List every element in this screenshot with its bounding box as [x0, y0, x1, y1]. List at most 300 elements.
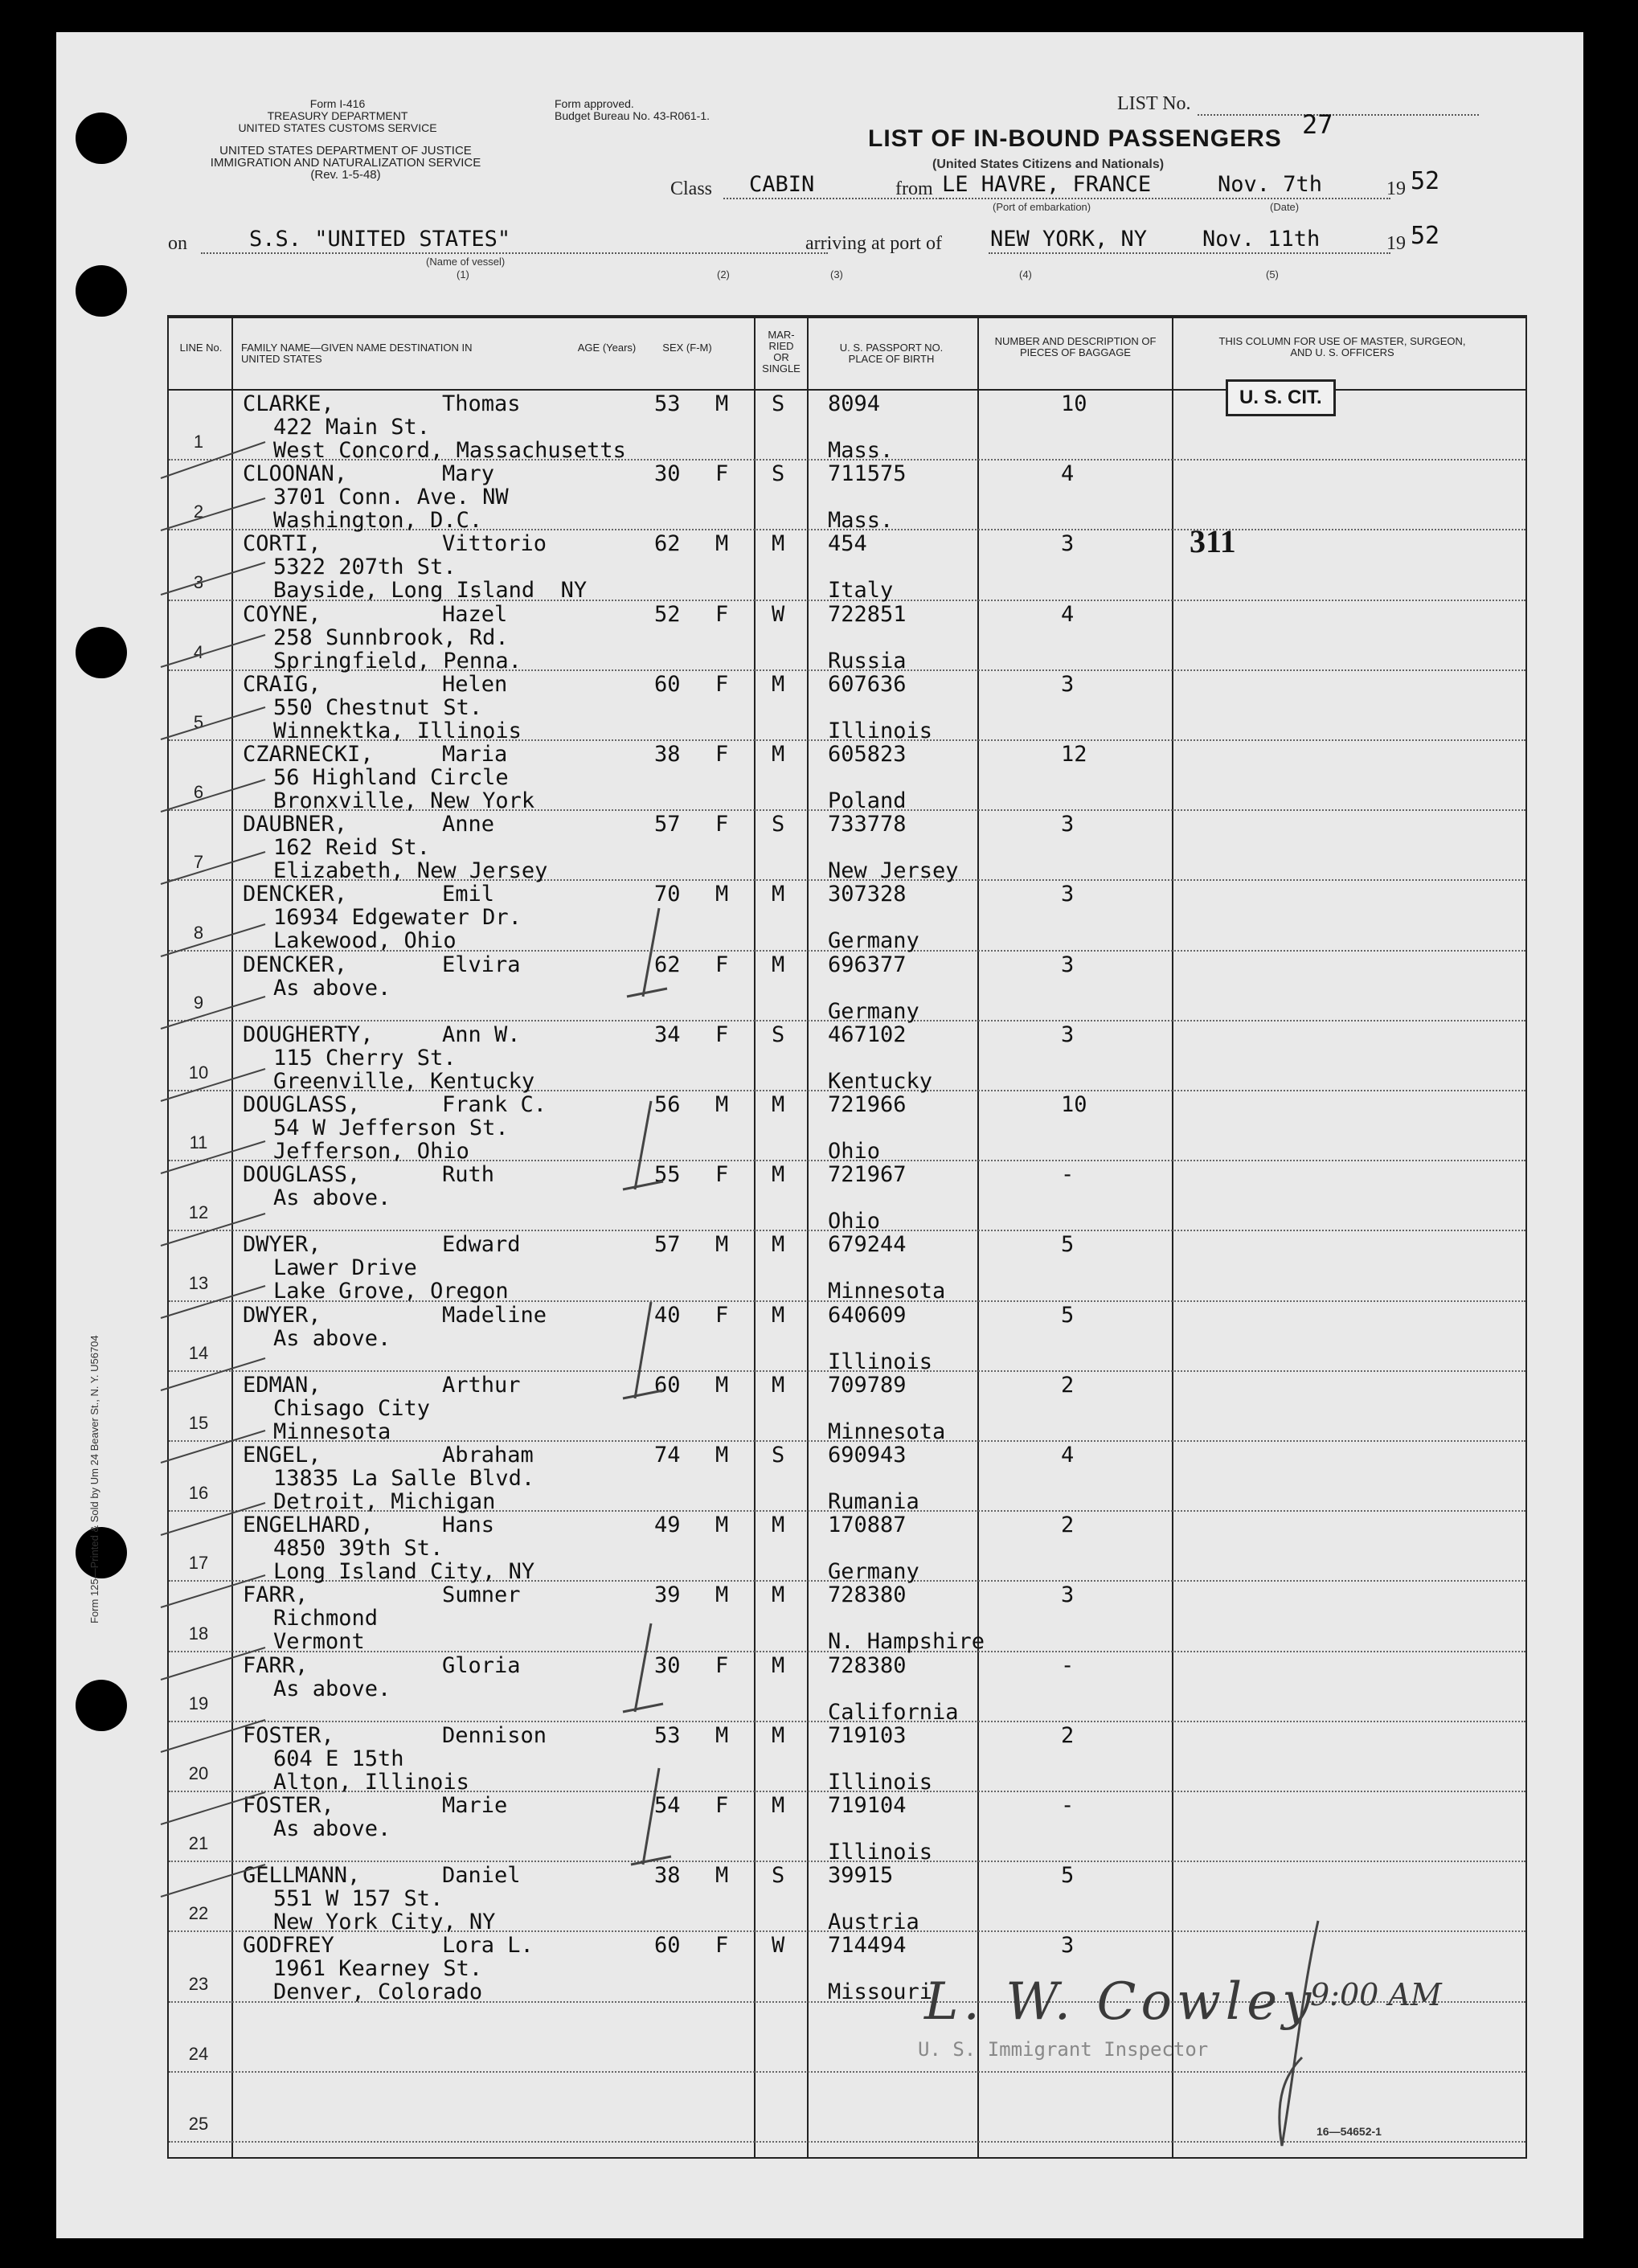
- sex: F: [715, 1652, 729, 1678]
- punch-hole: [76, 1527, 127, 1578]
- sex: M: [715, 1582, 729, 1608]
- given-name: Abraham: [442, 1443, 534, 1468]
- marital-status: M: [772, 1092, 785, 1117]
- line-number: 24: [188, 2043, 209, 2064]
- arrival-year-prefix: 19: [1386, 233, 1406, 254]
- arrival-year: 52: [1411, 222, 1440, 250]
- marital-status: S: [772, 391, 785, 416]
- marital-status: M: [772, 742, 785, 767]
- address-city: Springfield, Penna.: [273, 648, 522, 673]
- from-label: from: [895, 178, 933, 199]
- marital-status: M: [772, 1513, 785, 1538]
- address-city: Winnektka, Illinois: [273, 718, 522, 743]
- marital-status: S: [772, 1021, 785, 1047]
- line-number: 1: [193, 432, 204, 452]
- list-no-value: 27: [1302, 109, 1333, 140]
- form-code: 16—54652-1: [1317, 2125, 1382, 2138]
- place-of-birth: Illinois: [828, 1349, 933, 1374]
- address-city: Denver, Colorado: [273, 1979, 483, 2005]
- place-of-birth: Germany: [828, 928, 919, 954]
- passport-number: 170887: [828, 1513, 907, 1538]
- baggage-count: -: [1061, 1793, 1075, 1818]
- marital-status: S: [772, 1443, 785, 1468]
- passport-number: 607636: [828, 671, 907, 697]
- age: 57: [654, 1232, 681, 1258]
- sex: M: [715, 1722, 729, 1748]
- passport-number: 679244: [828, 1232, 907, 1258]
- revision: (Rev. 1-5-48): [310, 168, 381, 182]
- sex: F: [715, 1162, 729, 1188]
- col-number-3: (3): [830, 268, 843, 280]
- given-name: Maria: [442, 742, 508, 767]
- justice-block: [161, 145, 530, 181]
- address-street: 162 Reid St.: [273, 835, 431, 861]
- col-header-name: FAMILY NAME—GIVEN NAME DESTINATION IN UNITED STATES: [241, 342, 473, 365]
- line-number: 17: [188, 1553, 209, 1574]
- place-of-birth: Illinois: [828, 718, 933, 743]
- line-number: 10: [188, 1062, 209, 1083]
- punch-hole: [76, 265, 127, 317]
- address-city: Lake Grove, Oregon: [273, 1279, 509, 1304]
- place-of-birth: N. Hampshire: [828, 1629, 985, 1655]
- marital-status: W: [772, 1933, 785, 1959]
- family-name: FOSTER,: [243, 1793, 334, 1818]
- age: 62: [654, 531, 681, 557]
- given-name: Vittorio: [442, 531, 547, 557]
- family-name: DOUGLASS,: [243, 1092, 361, 1117]
- address-city: Detroit, Michigan: [273, 1489, 496, 1514]
- place-of-birth: Missouri: [828, 1979, 933, 2005]
- marital-status: S: [772, 461, 785, 487]
- line-number: 25: [188, 2114, 209, 2134]
- line-number: 7: [193, 852, 204, 873]
- marital-status: M: [772, 671, 785, 697]
- passport-number: 307328: [828, 882, 907, 907]
- given-name: Arthur: [442, 1372, 521, 1398]
- class-value: CABIN: [749, 172, 815, 197]
- family-name: ENGEL,: [243, 1443, 321, 1468]
- address-city: Minnesota: [273, 1419, 391, 1444]
- line-number: 19: [188, 1693, 209, 1713]
- address-street: 115 Cherry St.: [273, 1045, 457, 1071]
- address-street: 1961 Kearney St.: [273, 1956, 483, 1982]
- family-name: DOUGLASS,: [243, 1162, 361, 1188]
- address-city: Vermont: [273, 1629, 365, 1655]
- family-name: DWYER,: [243, 1302, 321, 1328]
- inspector-caption: U. S. Immigrant Inspector: [918, 2038, 1209, 2061]
- marital-status: W: [772, 601, 785, 627]
- marital-status: M: [772, 1372, 785, 1398]
- baggage-count: 3: [1061, 1582, 1075, 1608]
- marital-status: S: [772, 812, 785, 837]
- marital-status: M: [772, 1232, 785, 1258]
- justice-dept: UNITED STATES DEPARTMENT OF JUSTICE: [219, 144, 472, 158]
- marital-status: M: [772, 1162, 785, 1188]
- address-street: 4850 39th St.: [273, 1536, 444, 1562]
- baggage-count: 3: [1061, 952, 1075, 977]
- marital-status: M: [772, 1302, 785, 1328]
- place-of-birth: Illinois: [828, 1840, 933, 1865]
- place-of-birth: Kentucky: [828, 1068, 933, 1094]
- place-of-birth: California: [828, 1699, 959, 1725]
- age: 38: [654, 1863, 681, 1889]
- sex: F: [715, 601, 729, 627]
- sex: F: [715, 671, 729, 697]
- address-street: 604 E 15th: [273, 1746, 404, 1771]
- family-name: CORTI,: [243, 531, 321, 557]
- given-name: Madeline: [442, 1302, 547, 1328]
- age: 56: [654, 1092, 681, 1117]
- col-header-passport: U. S. PASSPORT NO. PLACE OF BIRTH: [839, 342, 944, 365]
- address-city: West Concord, Massachusetts: [273, 438, 626, 463]
- passport-number: 733778: [828, 812, 907, 837]
- line-number: 6: [193, 782, 204, 803]
- sex: F: [715, 1021, 729, 1047]
- address-city: Bronxville, New York: [273, 788, 535, 813]
- family-name: FOSTER,: [243, 1722, 334, 1748]
- baggage-count: 2: [1061, 1722, 1075, 1748]
- address-street: 13835 La Salle Blvd.: [273, 1466, 535, 1491]
- passport-number: 719104: [828, 1793, 907, 1818]
- place-of-birth: Minnesota: [828, 1279, 946, 1304]
- line-number: 2: [193, 501, 204, 522]
- baggage-count: 3: [1061, 1933, 1075, 1959]
- baggage-count: 5: [1061, 1863, 1075, 1889]
- given-name: Thomas: [442, 391, 521, 416]
- baggage-count: 5: [1061, 1232, 1075, 1258]
- line-number: 23: [188, 1973, 209, 1994]
- age: 39: [654, 1582, 681, 1608]
- form-id-block: [233, 98, 442, 134]
- passport-number: 454: [828, 531, 867, 557]
- address-city: Jefferson, Ohio: [273, 1139, 469, 1164]
- us-citizen-stamp: U. S. CIT.: [1226, 379, 1336, 416]
- address-street: As above.: [273, 1325, 391, 1351]
- page-subtitle: (United States Citizens and Nationals): [932, 158, 1165, 171]
- family-name: CZARNECKI,: [243, 742, 374, 767]
- arrival-date: Nov. 11th: [1202, 227, 1321, 252]
- age: 40: [654, 1302, 681, 1328]
- sex: F: [715, 952, 729, 977]
- address-street: 16934 Edgewater Dr.: [273, 905, 522, 931]
- baggage-count: 10: [1061, 1092, 1087, 1117]
- col-header-sex: SEX (F-M): [662, 342, 712, 354]
- address-street: As above.: [273, 1676, 391, 1701]
- marital-status: M: [772, 882, 785, 907]
- sex: F: [715, 1302, 729, 1328]
- family-name: COYNE,: [243, 601, 321, 627]
- age: 53: [654, 391, 681, 416]
- line-number: 11: [189, 1132, 208, 1153]
- manifest-page: [56, 32, 1583, 2238]
- line-number: 8: [193, 922, 204, 943]
- depart-date: Nov. 7th: [1218, 172, 1323, 197]
- address-street: 550 Chestnut St.: [273, 694, 483, 720]
- family-name: DENCKER,: [243, 882, 348, 907]
- given-name: Ruth: [442, 1162, 495, 1188]
- customs-service: UNITED STATES CUSTOMS SERVICE: [238, 121, 437, 134]
- baggage-count: 10: [1061, 391, 1087, 416]
- place-of-birth: Austria: [828, 1910, 919, 1935]
- check-marks: [153, 434, 281, 1961]
- address-city: Alton, Illinois: [273, 1769, 469, 1795]
- side-print-text: Form 125—Printed & Sold by Um 24 Beaver St., N. Y. U56704: [88, 1335, 100, 1623]
- arriving-label: arriving at port of: [805, 233, 942, 254]
- address-street: 54 W Jefferson St.: [273, 1116, 509, 1140]
- baggage-count: 4: [1061, 601, 1075, 627]
- line-number: 21: [188, 1833, 209, 1854]
- passport-number: 722851: [828, 601, 907, 627]
- officer-number: 311: [1190, 523, 1236, 559]
- family-name: GODFREY: [243, 1933, 334, 1959]
- baggage-count: 4: [1061, 1443, 1075, 1468]
- age: 70: [654, 882, 681, 907]
- passport-number: 721966: [828, 1092, 907, 1117]
- baggage-count: 3: [1061, 671, 1075, 697]
- marital-status: M: [772, 1582, 785, 1608]
- passport-number: 39915: [828, 1863, 894, 1889]
- place-of-birth: Germany: [828, 1559, 919, 1585]
- age: 74: [654, 1443, 681, 1468]
- address-street: 3701 Conn. Ave. NW: [273, 485, 509, 510]
- punch-hole: [76, 627, 127, 678]
- address-city: Washington, D.C.: [273, 508, 483, 534]
- passport-number: 690943: [828, 1443, 907, 1468]
- depart-year-prefix: 19: [1386, 178, 1406, 199]
- given-name: Ann W.: [442, 1021, 521, 1047]
- given-name: Sumner: [442, 1582, 521, 1608]
- passport-number: 640609: [828, 1302, 907, 1328]
- family-name: CLARKE,: [243, 391, 334, 416]
- given-name: Elvira: [442, 952, 521, 977]
- age: 38: [654, 742, 681, 767]
- sex: F: [715, 742, 729, 767]
- given-name: Anne: [442, 812, 495, 837]
- address-street: As above.: [273, 975, 391, 1001]
- place-of-birth: Ohio: [828, 1139, 881, 1164]
- line-number: 16: [188, 1483, 209, 1504]
- age: 52: [654, 601, 681, 627]
- punch-hole: [76, 113, 127, 164]
- punch-hole: [76, 1680, 127, 1731]
- list-no-label: LIST No.: [1117, 93, 1191, 114]
- place-of-birth: Mass.: [828, 438, 894, 463]
- age: 60: [654, 1933, 681, 1959]
- vessel-name: S.S. "UNITED STATES": [249, 227, 511, 252]
- marital-status: M: [772, 1722, 785, 1748]
- family-name: FARR,: [243, 1582, 309, 1608]
- family-name: CRAIG,: [243, 671, 321, 697]
- baggage-count: 4: [1061, 461, 1075, 487]
- address-street: Chisago City: [273, 1395, 431, 1421]
- col-header-baggage: NUMBER AND DESCRIPTION OF PIECES OF BAGGAGE: [994, 335, 1157, 358]
- given-name: Gloria: [442, 1652, 521, 1678]
- baggage-count: -: [1061, 1162, 1075, 1188]
- given-name: Hazel: [442, 601, 508, 627]
- passport-number: 728380: [828, 1652, 907, 1678]
- address-street: 422 Main St.: [273, 415, 431, 440]
- baggage-count: 2: [1061, 1372, 1075, 1398]
- given-name: Lora L.: [442, 1933, 534, 1959]
- sex: M: [715, 1443, 729, 1468]
- given-name: Mary: [442, 461, 495, 487]
- passport-number: 696377: [828, 952, 907, 977]
- age: 60: [654, 1372, 681, 1398]
- passport-number: 714494: [828, 1933, 907, 1959]
- baggage-count: 3: [1061, 531, 1075, 557]
- given-name: Frank C.: [442, 1092, 547, 1117]
- family-name: FARR,: [243, 1652, 309, 1678]
- line-number: 3: [193, 571, 204, 592]
- address-city: Long Island City, NY: [273, 1559, 535, 1585]
- passport-number: 709789: [828, 1372, 907, 1398]
- place-of-birth: New Jersey: [828, 858, 959, 884]
- vessel-dots: [201, 252, 828, 254]
- col-header-married: MAR-RIED OR SINGLE: [762, 329, 801, 375]
- address-city: New York City, NY: [273, 1910, 496, 1935]
- col-header-age: AGE (Years): [577, 342, 637, 354]
- line-number: 20: [188, 1763, 209, 1783]
- embarkation-caption: (Port of embarkation): [993, 201, 1091, 213]
- family-name: ENGELHARD,: [243, 1513, 374, 1538]
- class-label: Class: [670, 178, 713, 199]
- sex: M: [715, 1092, 729, 1117]
- sex: M: [715, 1863, 729, 1889]
- sex: F: [715, 1793, 729, 1818]
- page-title: LIST OF IN-BOUND PASSENGERS: [868, 125, 1282, 152]
- sex: M: [715, 531, 729, 557]
- line-number: 18: [188, 1623, 209, 1644]
- family-name: DWYER,: [243, 1232, 321, 1258]
- address-city: Bayside, Long Island NY: [273, 578, 588, 604]
- line-number: 9: [193, 992, 204, 1013]
- place-of-birth: Russia: [828, 648, 907, 673]
- place-of-birth: Italy: [828, 578, 894, 604]
- passport-number: 719103: [828, 1722, 907, 1748]
- treasury-dept: TREASURY DEPARTMENT: [267, 109, 408, 122]
- col-number-4: (4): [1019, 268, 1032, 280]
- bracket-marks: [603, 900, 699, 1881]
- family-name: DENCKER,: [243, 952, 348, 977]
- place-of-birth: Germany: [828, 998, 919, 1024]
- on-label: on: [168, 233, 187, 254]
- address-street: 258 Sunnbrook, Rd.: [273, 624, 509, 650]
- baggage-count: 2: [1061, 1513, 1075, 1538]
- line-number: 13: [188, 1272, 209, 1293]
- age: 30: [654, 461, 681, 487]
- marital-status: M: [772, 952, 785, 977]
- baggage-count: 5: [1061, 1302, 1075, 1328]
- family-name: CLOONAN,: [243, 461, 348, 487]
- signature-flourish: [1198, 1913, 1334, 2154]
- given-name: Daniel: [442, 1863, 521, 1889]
- family-name: DOUGHERTY,: [243, 1021, 374, 1047]
- col-header-officers: THIS COLUMN FOR USE OF MASTER, SURGEON, AND U. S. OFFICERS: [1218, 335, 1466, 358]
- address-street: As above.: [273, 1816, 391, 1841]
- marital-status: S: [772, 1863, 785, 1889]
- sex: F: [715, 1933, 729, 1959]
- place-of-birth: Minnesota: [828, 1419, 946, 1444]
- line-number: 5: [193, 712, 204, 732]
- baggage-count: 3: [1061, 812, 1075, 837]
- from-value: LE HAVRE, FRANCE: [942, 172, 1152, 197]
- family-name: GELLMANN,: [243, 1863, 361, 1889]
- baggage-count: 3: [1061, 882, 1075, 907]
- address-street: Richmond: [273, 1606, 379, 1631]
- sex: M: [715, 1513, 729, 1538]
- line-number: 22: [188, 1903, 209, 1924]
- baggage-count: 3: [1061, 1021, 1075, 1047]
- passport-number: 8094: [828, 391, 881, 416]
- address-city: Lakewood, Ohio: [273, 928, 457, 954]
- col-number-1: (1): [457, 268, 469, 280]
- depart-year: 52: [1411, 167, 1440, 195]
- col-number-5: (5): [1266, 268, 1279, 280]
- address-street: 5322 207th St.: [273, 555, 457, 580]
- marital-status: M: [772, 531, 785, 557]
- given-name: Helen: [442, 671, 508, 697]
- passenger-table: [167, 315, 1527, 2159]
- form-approved: Form approved.: [555, 97, 634, 110]
- given-name: Marie: [442, 1793, 508, 1818]
- place-of-birth: Mass.: [828, 508, 894, 534]
- col-number-2: (2): [717, 268, 730, 280]
- passport-number: 711575: [828, 461, 907, 487]
- sex: F: [715, 812, 729, 837]
- family-name: DAUBNER,: [243, 812, 348, 837]
- given-name: Edward: [442, 1232, 521, 1258]
- arrival-dots: [989, 252, 1390, 254]
- address-street: 551 W 157 St.: [273, 1886, 444, 1912]
- age: 60: [654, 671, 681, 697]
- family-name: EDMAN,: [243, 1372, 321, 1398]
- baggage-count: 12: [1061, 742, 1087, 767]
- sex: M: [715, 1232, 729, 1258]
- passport-number: 467102: [828, 1021, 907, 1047]
- given-name: Emil: [442, 882, 495, 907]
- age: 62: [654, 952, 681, 977]
- depart-date-caption: (Date): [1270, 201, 1300, 213]
- arrival-port: NEW YORK, NY: [990, 227, 1148, 252]
- address-city: Greenville, Kentucky: [273, 1068, 535, 1094]
- given-name: Dennison: [442, 1722, 547, 1748]
- passport-number: 721967: [828, 1162, 907, 1188]
- sex: M: [715, 882, 729, 907]
- age: 55: [654, 1162, 681, 1188]
- inspector-signature: L. W. Cowley: [924, 1972, 1317, 2032]
- ins-service: IMMIGRATION AND NATURALIZATION SERVICE: [210, 156, 481, 170]
- place-of-birth: Illinois: [828, 1769, 933, 1795]
- age: 34: [654, 1021, 681, 1047]
- form-number: Form I-416: [309, 97, 366, 110]
- baggage-count: -: [1061, 1652, 1075, 1678]
- passport-number: 728380: [828, 1582, 907, 1608]
- given-name: Hans: [442, 1513, 495, 1538]
- vessel-caption: (Name of vessel): [426, 256, 506, 268]
- address-street: Lawer Drive: [273, 1255, 417, 1281]
- age: 30: [654, 1652, 681, 1678]
- line-number: 15: [188, 1413, 209, 1433]
- from-dots: [940, 198, 1390, 199]
- sex: M: [715, 1372, 729, 1398]
- marital-status: M: [772, 1652, 785, 1678]
- age: 53: [654, 1722, 681, 1748]
- line-number: 4: [193, 641, 204, 662]
- col-header-line-no: LINE No.: [179, 342, 223, 354]
- approval-block: [555, 98, 788, 122]
- address-city: Elizabeth, New Jersey: [273, 858, 548, 884]
- line-number: 12: [188, 1202, 209, 1223]
